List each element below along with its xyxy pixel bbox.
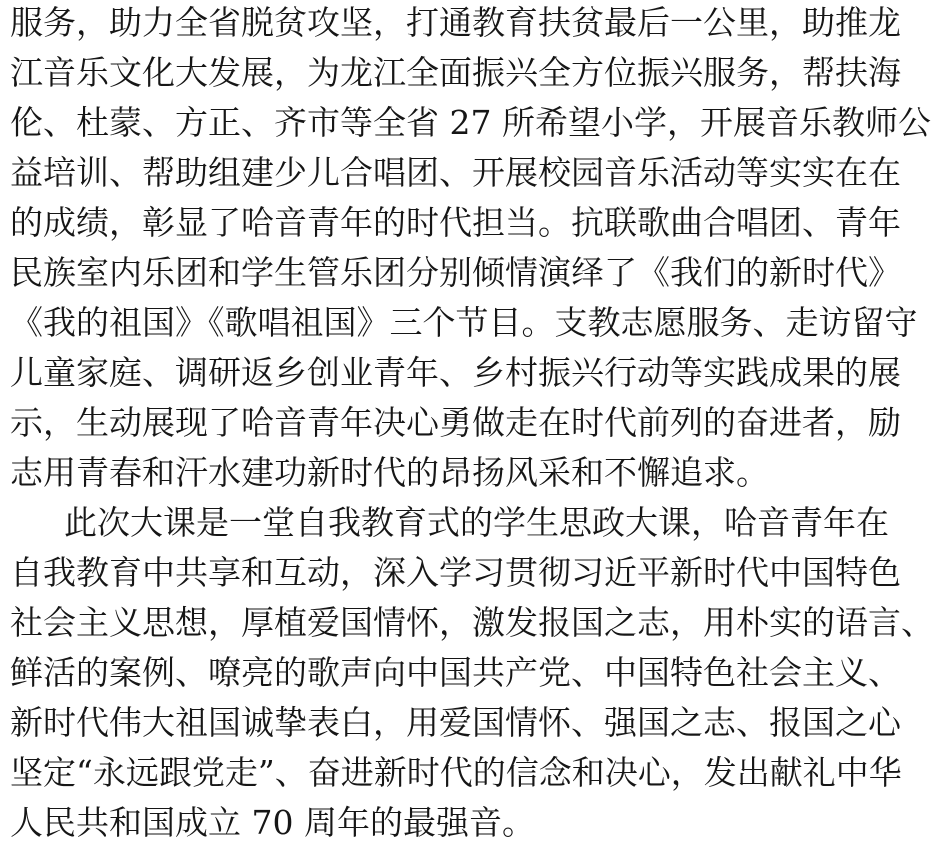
paragraph-1-line-8: 儿童家庭、调研返乡创业青年、乡村振兴行动等实践成果的展 (10, 353, 901, 392)
paragraph-1-line-6: 民族室内乐团和学生管乐团分别倾情演绎了《我们的新时代》 (10, 253, 901, 292)
paragraph-1-line-10: 志用青春和汗水建功新时代的昂扬风采和不懈追求。 (10, 453, 769, 492)
paragraph-2-line-4: 鲜活的案例、嘹亮的歌声向中国共产党、中国特色社会主义、 (10, 653, 901, 692)
paragraph-1-line-7: 《我的祖国》《歌唱祖国》三个节目。支教志愿服务、走访留守 (10, 303, 918, 342)
paragraph-2-line-6: 坚定“永远跟党走”、奋进新时代的信念和决心，发出献礼中华 (10, 753, 902, 792)
paragraph-2-line-5: 新时代伟大祖国诚挚表白，用爱国情怀、强国之志、报国之心 (10, 703, 901, 742)
paragraph-1-line-9: 示，生动展现了哈音青年决心勇做走在时代前列的奋进者，励 (10, 403, 901, 442)
paragraph-2-line-2: 自我教育中共享和互动，深入学习贯彻习近平新时代中国特色 (10, 553, 901, 592)
paragraph-2-line-1: 此次大课是一堂自我教育式的学生思政大课，哈音青年在 (64, 503, 889, 542)
paragraph-2-line-3: 社会主义思想，厚植爱国情怀，激发报国之志，用朴实的语言、 (10, 603, 934, 642)
paragraph-1-line-2: 江音乐文化大发展，为龙江全面振兴全方位振兴服务，帮扶海 (10, 53, 901, 92)
paragraph-1-line-3: 伦、杜蒙、方正、齐市等全省 27 所希望小学，开展音乐教师公 (10, 103, 931, 142)
paragraph-2-line-7: 人民共和国成立 70 周年的最强音。 (10, 803, 535, 842)
paragraph-1-line-1: 服务，助力全省脱贫攻坚，打通教育扶贫最后一公里，助推龙 (10, 3, 901, 42)
paragraph-1-line-5: 的成绩，彰显了哈音青年的时代担当。抗联歌曲合唱团、青年 (10, 203, 901, 242)
paragraph-1-line-4: 益培训、帮助组建少儿合唱团、开展校园音乐活动等实实在在 (10, 153, 901, 192)
